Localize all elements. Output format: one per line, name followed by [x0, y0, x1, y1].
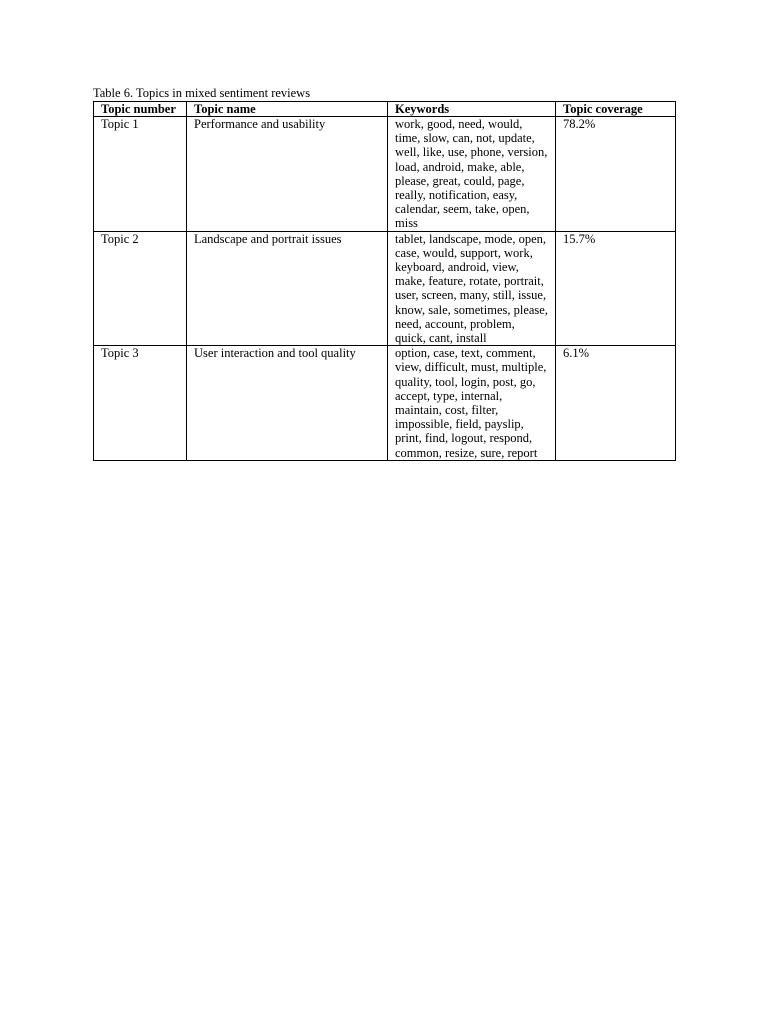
topic-coverage-cell: 15.7% — [556, 231, 676, 346]
topic-coverage-cell: 78.2% — [556, 117, 676, 232]
topics-table — [93, 101, 676, 461]
keywords-cell: tablet, landscape, mode, open, case, would, support, work, keyboard, android, view, make, feature, rotate, portrait, user, screen, many, still, issue, know, sale, sometimes, please, need, account, problem, quick, cant, install — [388, 231, 556, 346]
topic-number-cell: Topic 3 — [94, 346, 187, 461]
keywords-cell: option, case, text, comment, view, difficult, must, multiple, quality, tool, login, post, go, accept, type, internal, maintain, cost, filter, impossible, field, payslip, print, find, logout, respond, common, resize, sure, report — [388, 346, 556, 461]
topic-number-cell: Topic 2 — [94, 231, 187, 346]
header-topic-name: Topic name — [187, 102, 388, 117]
keywords-cell: work, good, need, would, time, slow, can, not, update, well, like, use, phone, version, load, android, make, able, please, great, could, page, really, notification, easy, calendar, seem, take, open, miss — [388, 117, 556, 232]
header-topic-coverage: Topic coverage — [556, 102, 676, 117]
topic-number-cell: Topic 1 — [94, 117, 187, 232]
topic-name-cell: User interaction and tool quality — [187, 346, 388, 461]
topic-coverage-cell: 6.1% — [556, 346, 676, 461]
header-keywords: Keywords — [388, 102, 556, 117]
topic-name-cell: Landscape and portrait issues — [187, 231, 388, 346]
table-caption: Table 6. Topics in mixed sentiment reviews — [93, 86, 311, 100]
table-row — [94, 117, 676, 232]
table-row — [94, 346, 676, 461]
table-header-row — [94, 102, 676, 117]
topic-name-cell: Performance and usability — [187, 117, 388, 232]
header-topic-number: Topic number — [94, 102, 187, 117]
table-row — [94, 231, 676, 346]
